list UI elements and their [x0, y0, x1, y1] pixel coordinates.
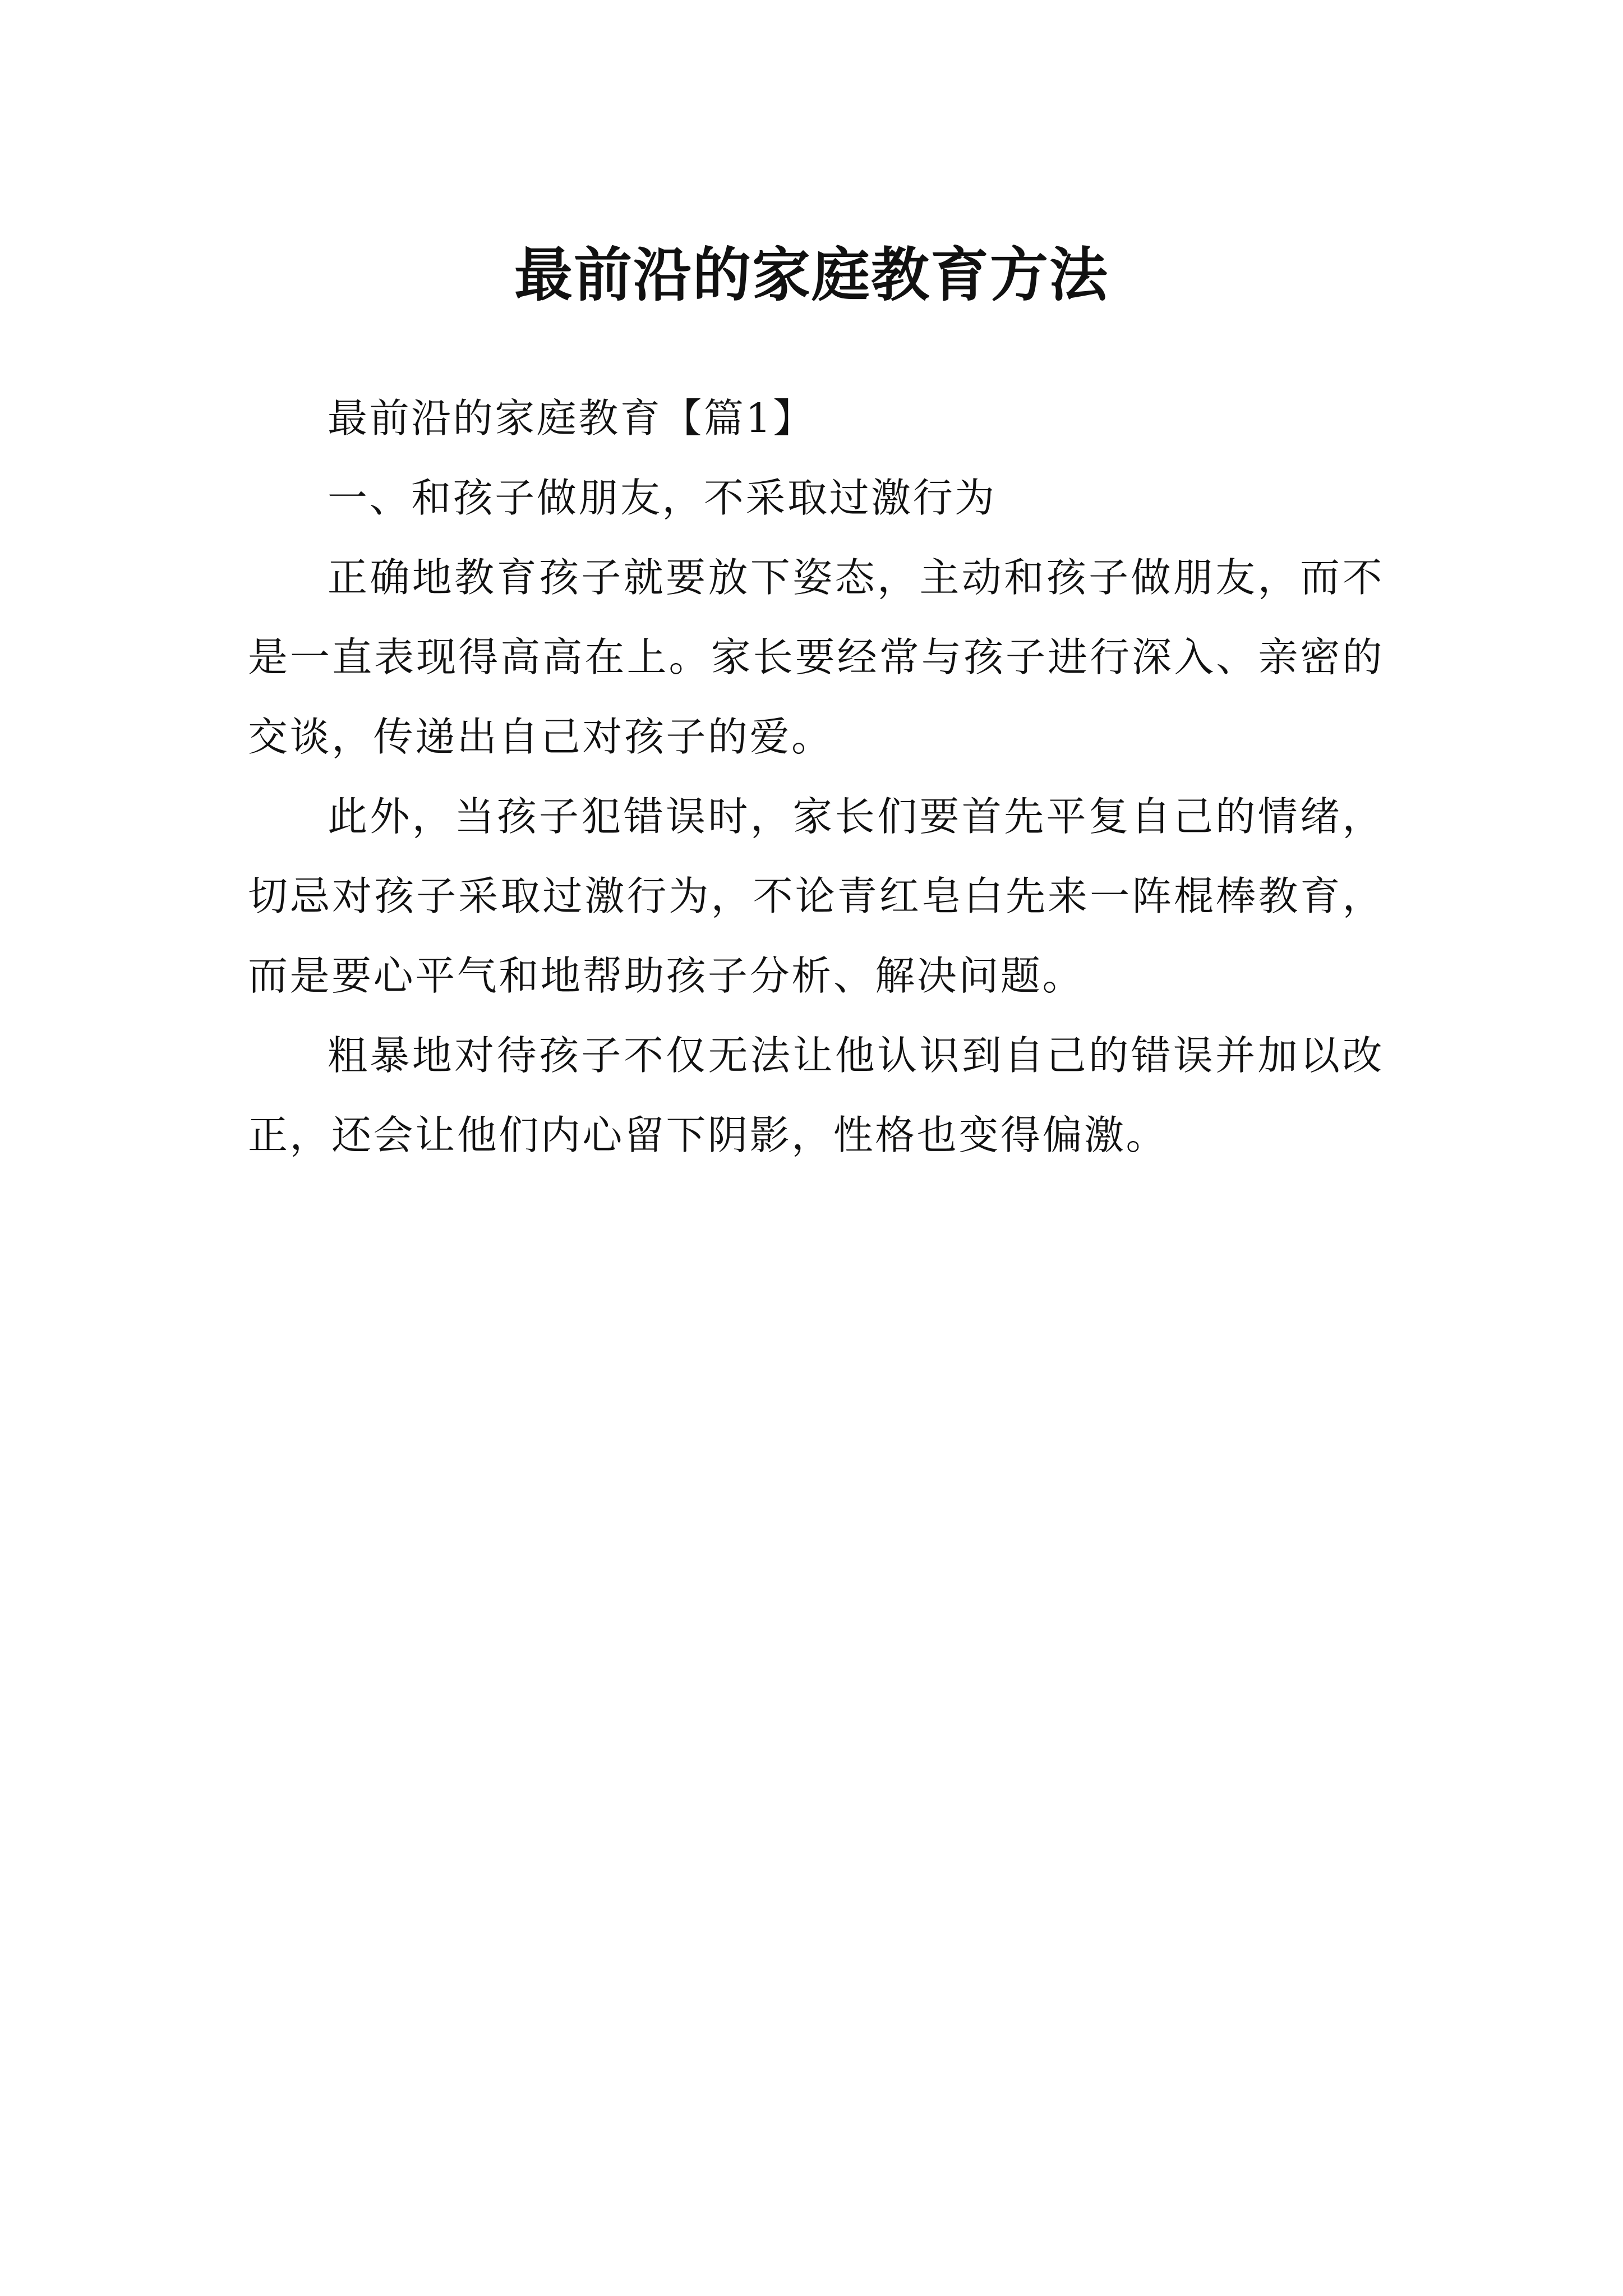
body-paragraph: 粗暴地对待孩子不仅无法让他认识到自己的错误并加以改正，还会让他们内心留下阴影，性格也变得偏激。: [248, 1032, 1384, 1158]
document-body: [248, 379, 1384, 1175]
section-heading: 最前沿的家庭教育【篇1】: [328, 395, 815, 441]
page-title: 最前沿的家庭教育方法: [514, 240, 1109, 309]
body-paragraph: 此外，当孩子犯错误时，家长们要首先平复自己的情绪，切忌对孩子采取过激行为，不论青红皂白先来一阵棍棒教育，而是要心平气和地帮助孩子分析、解决问题。: [248, 793, 1384, 999]
body-paragraph: 正确地教育孩子就要放下姿态，主动和孩子做朋友，而不是一直表现得高高在上。家长要经常与孩子进行深入、亲密的交谈，传递出自己对孩子的爱。: [248, 554, 1384, 760]
subsection-heading: 一、和孩子做朋友，不采取过激行为: [328, 475, 997, 521]
